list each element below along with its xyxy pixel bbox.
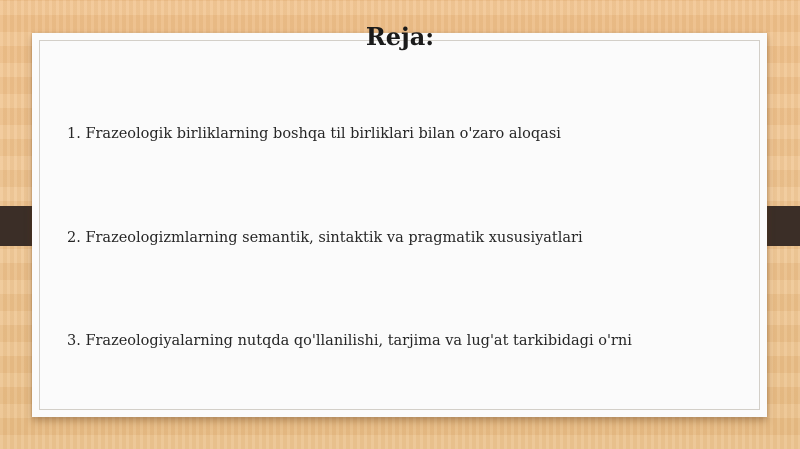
slide-title: Reja: (365, 22, 435, 51)
paper-inner-border (39, 40, 760, 410)
plan-item-1: 1. Frazeologik birliklarning boshqa til birliklari bilan o'zaro aloqasi (67, 126, 561, 142)
plan-item-3: 3. Frazeologiyalarning nutqda qo'llanilishi, tarjima va lug'at tarkibidagi o'rni (67, 333, 632, 349)
slide-paper (32, 33, 767, 417)
plan-item-2: 2. Frazeologizmlarning semantik, sintaktik va pragmatik xususiyatlari (67, 230, 583, 246)
